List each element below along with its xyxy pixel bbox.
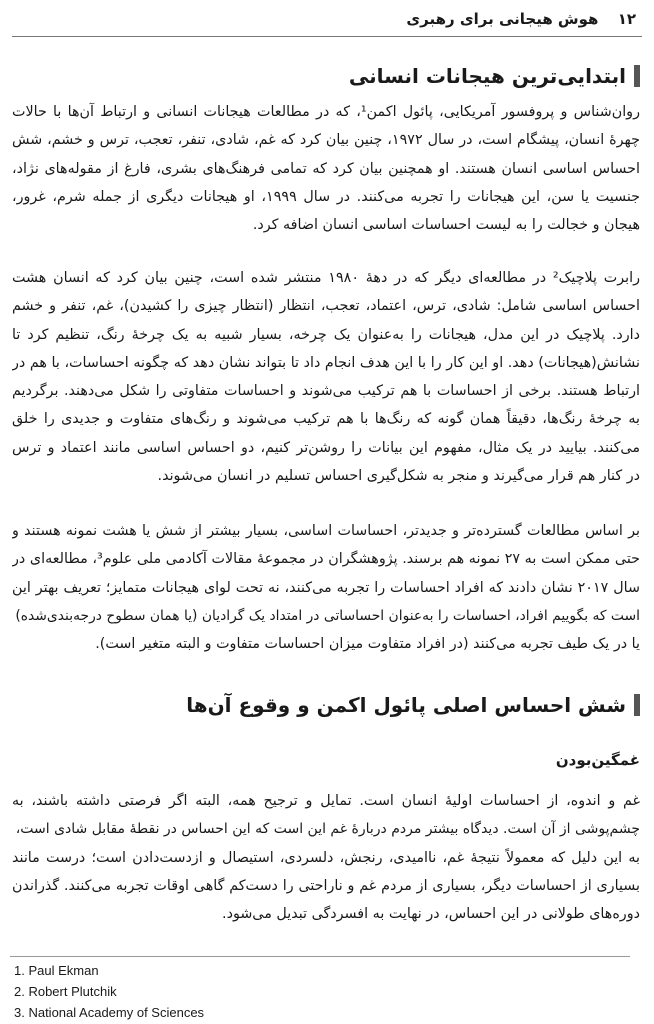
- text-line: است که بگوییم افراد، احساسات را به‌عنوان احساساتی در امتداد یک گرادیان (یا همان سطوح درجه‌بندی‌شده): [15, 607, 640, 624]
- running-header: [406, 10, 636, 28]
- book-title: هوش هیجانی برای رهبری: [406, 10, 599, 28]
- section-heading-basic-emotions: [349, 64, 640, 88]
- subheading-sadness: غمگین‌بودن: [555, 751, 640, 769]
- heading-marker: [634, 65, 640, 87]
- text-line: غم و اندوه، از احساسات اولیهٔ انسان است. تمایل و ترجیح همه، البته اگر فرصتی داشته باشند، به: [12, 793, 640, 809]
- text-line: یا در یک طیف تجربه می‌کنند (در افراد متفاوت میزان احساسات متفاوت و البته متغیر است).: [95, 636, 640, 653]
- text-line: احساس اساسی شامل: شادی، ترس، اعتماد، تعجب، انتظار (انتظار چیزی را کشیدن)، غم، تنفر و خشم: [12, 298, 640, 315]
- text-line: سال ۲۰۱۷ نشان دادند که افراد احساسات را تجربه می‌کنند، نه تحت لوای هیجانات متمایز؛ تعریف بهتر این: [12, 579, 640, 596]
- paragraph-ekman: [12, 98, 640, 239]
- header-divider: [12, 36, 642, 37]
- text-line: می‌کنند. بیایید در یک مثال، مفهوم این بیانات را روشن‌تر کنیم، دو احساس اساسی مانند اعتماد و ترس: [12, 439, 640, 456]
- text-line: به چرخهٔ رنگ‌ها، دقیقاً همان گونه که رنگ‌ها با هم ترکیب می‌شوند و رنگ‌های متفاوت و جدیدی را خلق: [12, 411, 640, 428]
- text-line: در کنار هم قرار می‌گیرند و منجر به شکل‌گیری احساس تسلیم در انسان می‌شوند.: [157, 468, 640, 485]
- text-line: هیجان و خجالت را به لیست احساسات اساسی انسان اضافه کرد.: [252, 217, 640, 234]
- text-line: به این دلیل که معمولاً نتیجهٔ غم، ناامیدی، رنجش، دلسردی، استیصال و ازدست‌دادن است؛ درست مانند: [12, 849, 640, 866]
- text-line: چشم‌پوشی از آن است. دیدگاه بیشتر مردم دربارهٔ غم این است که این احساس در نقطهٔ مقابل شادی است،: [15, 821, 640, 838]
- paragraph-sadness: [12, 787, 640, 928]
- page-header: [0, 6, 654, 36]
- heading-marker: [634, 694, 640, 716]
- text-line: دارد. پلاچیک در این مدل، هیجانات را به‌عنوان یک چرخه، بسیار شبیه به یک چرخهٔ رنگ، تنظیم کرد تا: [12, 326, 640, 343]
- text-line: حتی ممکن است به ۲۷ نمونه هم برسند. پژوهشگران در مجموعهٔ مقالات آکادمی ملی علوم³، مطالعه‌ای در: [12, 551, 640, 568]
- text-line: دوره‌های طولانی در این احساس، در نهایت به افسردگی تبدیل می‌شود.: [222, 906, 640, 923]
- text-line: روان‌شناس و پروفسور آمریکایی، پائول اکمن¹، که در مطالعات هیجانات انسانی و ارتباط آن‌ها با حالات: [12, 104, 640, 120]
- paragraph-plutchik: [12, 264, 640, 490]
- text-line: نشانش(هیجانات) دهد. او این کار را با این هدف انجام داد تا بتواند نشان دهد که چگونه احساسات، با هم در: [12, 354, 640, 371]
- section-title: شش احساس اصلی پائول اکمن و وقوع آن‌ها: [186, 693, 626, 717]
- text-line: رابرت پلاچیک² در مطالعه‌ای دیگر که در دههٔ ۱۹۸۰ منتشر شده است، چنین بیان کرد که انسان هشت: [12, 270, 640, 286]
- paragraph-recent-studies: [12, 517, 640, 658]
- text-line: بسیاری از احساسات دیگر، بسیاری از مردم غم و ناراحتی را دست‌کم گاهی اوقات تجربه می‌کنند. گذراندن: [12, 877, 640, 894]
- text-line: جنسیت یا سن، این هیجانات را تجربه می‌کنند. در سال ۱۹۹۹، او هیجانات دیگری از جمله شرم، غرور،: [12, 188, 640, 205]
- text-line: بر اساس مطالعات گسترده‌تر و جدیدتر، احساسات اساسی، بسیار بیشتر از شش یا هشت نمونه هستند و: [12, 523, 640, 539]
- footnote: 3. National Academy of Sciences: [14, 1005, 205, 1020]
- footnotes: [14, 960, 204, 1023]
- page-number: ۱۲: [617, 10, 636, 28]
- section-heading-six-emotions: [186, 693, 640, 717]
- footnote-divider: [10, 956, 630, 957]
- text-line: ارتباط هستند. برخی از احساسات با هم ترکیب می‌شوند و احساسات متفاوتی را شکل می‌دهند. برگردیم: [12, 383, 640, 400]
- section-title: ابتدایی‌ترین هیجانات انسانی: [348, 64, 626, 88]
- text-line: احساس اساسی انسان هستند. او همچنین بیان کرد که تمامی فرهنگ‌های بشری، فارغ از مقوله‌های نژاد،: [12, 160, 640, 177]
- footnote: 1. Paul Ekman: [14, 963, 99, 978]
- footnote: 2. Robert Plutchik: [14, 984, 117, 999]
- text-line: چهرهٔ انسان، پیشگام است، در سال ۱۹۷۲، چنین بیان کرد که غم، شادی، تنفر، تعجب، ترس و خشم، شش: [12, 132, 640, 149]
